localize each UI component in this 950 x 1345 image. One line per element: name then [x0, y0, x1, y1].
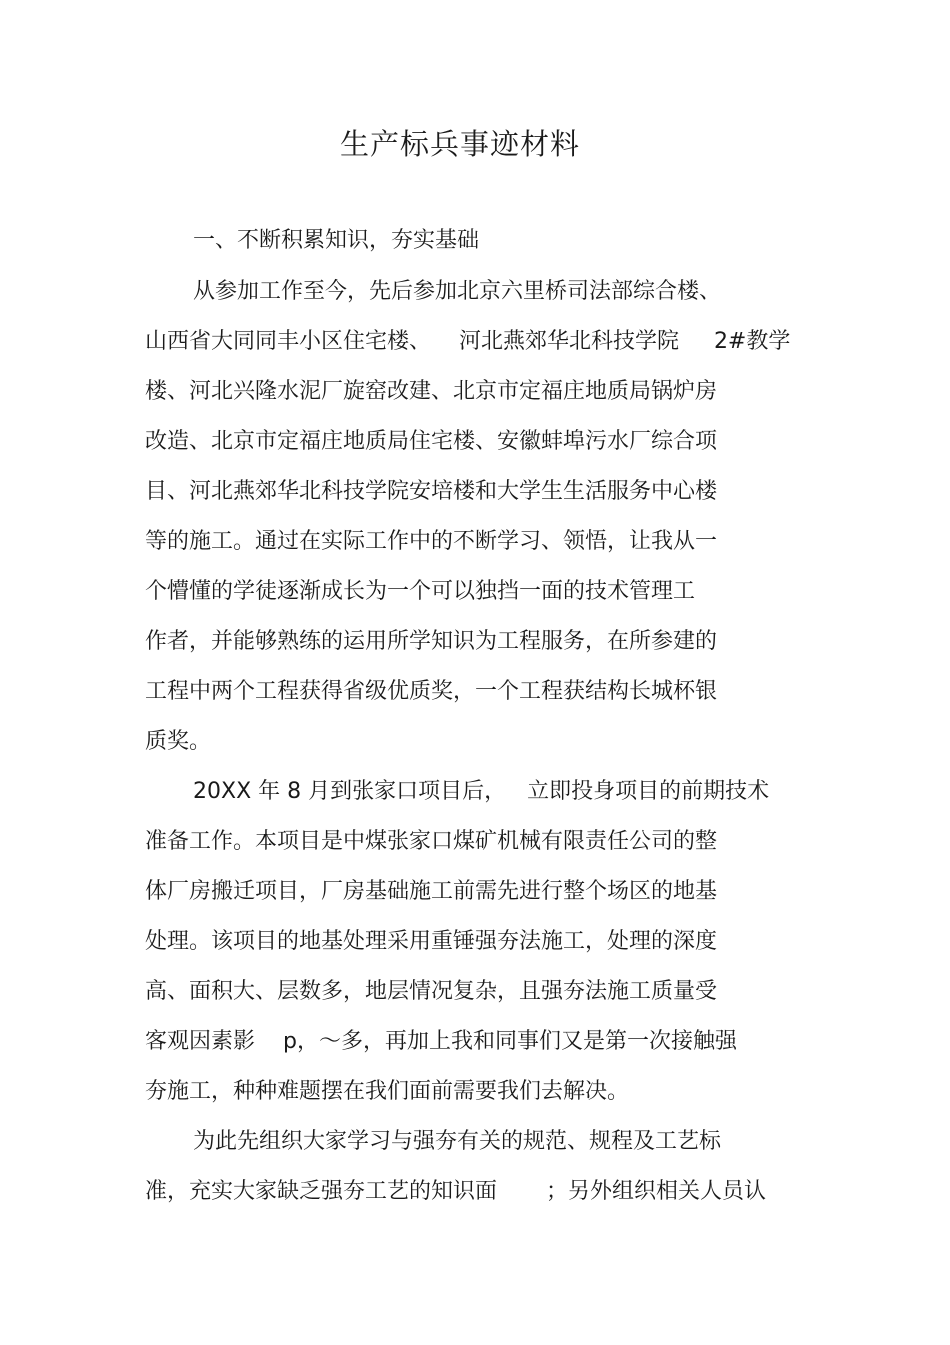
text-line: 改造、北京市定福庄地质局住宅楼、安徽蚌埠污水厂综合项: [145, 429, 718, 454]
text-line: 作者，并能够熟练的运用所学知识为工程服务，在所参建的: [145, 629, 718, 654]
text-line: 夯施工，种种难题摆在我们面前需要我们去解决。: [145, 1079, 630, 1104]
document-title: 生产标兵事迹材料: [339, 127, 580, 161]
text-line: 个懵懂的学徒逐渐成长为一个可以独挡一面的技术管理工: [145, 579, 696, 604]
text-line: 等的施工。通过在实际工作中的不断学习、领悟，让我从一: [145, 529, 718, 554]
section-heading: 一、不断积累知识，夯实基础: [193, 228, 480, 253]
text-line: 客观因素影 p，～多，再加上我和同事们又是第一次接触强: [145, 1029, 737, 1054]
text-line: 工程中两个工程获得省级优质奖，一个工程获结构长城杯银: [145, 679, 718, 704]
text-line: 从参加工作至今，先后参加北京六里桥司法部综合楼、: [193, 279, 722, 304]
text-line: 质奖。: [145, 729, 212, 754]
text-line: 目、河北燕郊华北科技学院安培楼和大学生生活服务中心楼: [145, 479, 718, 504]
text-line: 山西省大同同丰小区住宅楼、 河北燕郊华北科技学院 2#教学: [145, 329, 791, 354]
text-line: 为此先组织大家学习与强夯有关的规范、规程及工艺标: [193, 1129, 722, 1154]
text-line: 高、面积大、层数多，地层情况复杂，且强夯法施工质量受: [145, 979, 718, 1004]
text-line: 准，充实大家缺乏强夯工艺的知识面 ；另外组织相关人员认: [145, 1179, 766, 1204]
text-line: 体厂房搬迁项目，厂房基础施工前需先进行整个场区的地基: [145, 879, 718, 904]
text-line: 楼、河北兴隆水泥厂旋窑改建、北京市定福庄地质局锅炉房: [145, 379, 718, 404]
text-line: 处理。该项目的地基处理采用重锤强夯法施工，处理的深度: [145, 929, 718, 954]
text-line: 20XX 年 8 月到张家口项目后， 立即投身项目的前期技术: [193, 779, 770, 804]
text-line: 准备工作。本项目是中煤张家口煤矿机械有限责任公司的整: [145, 829, 718, 854]
